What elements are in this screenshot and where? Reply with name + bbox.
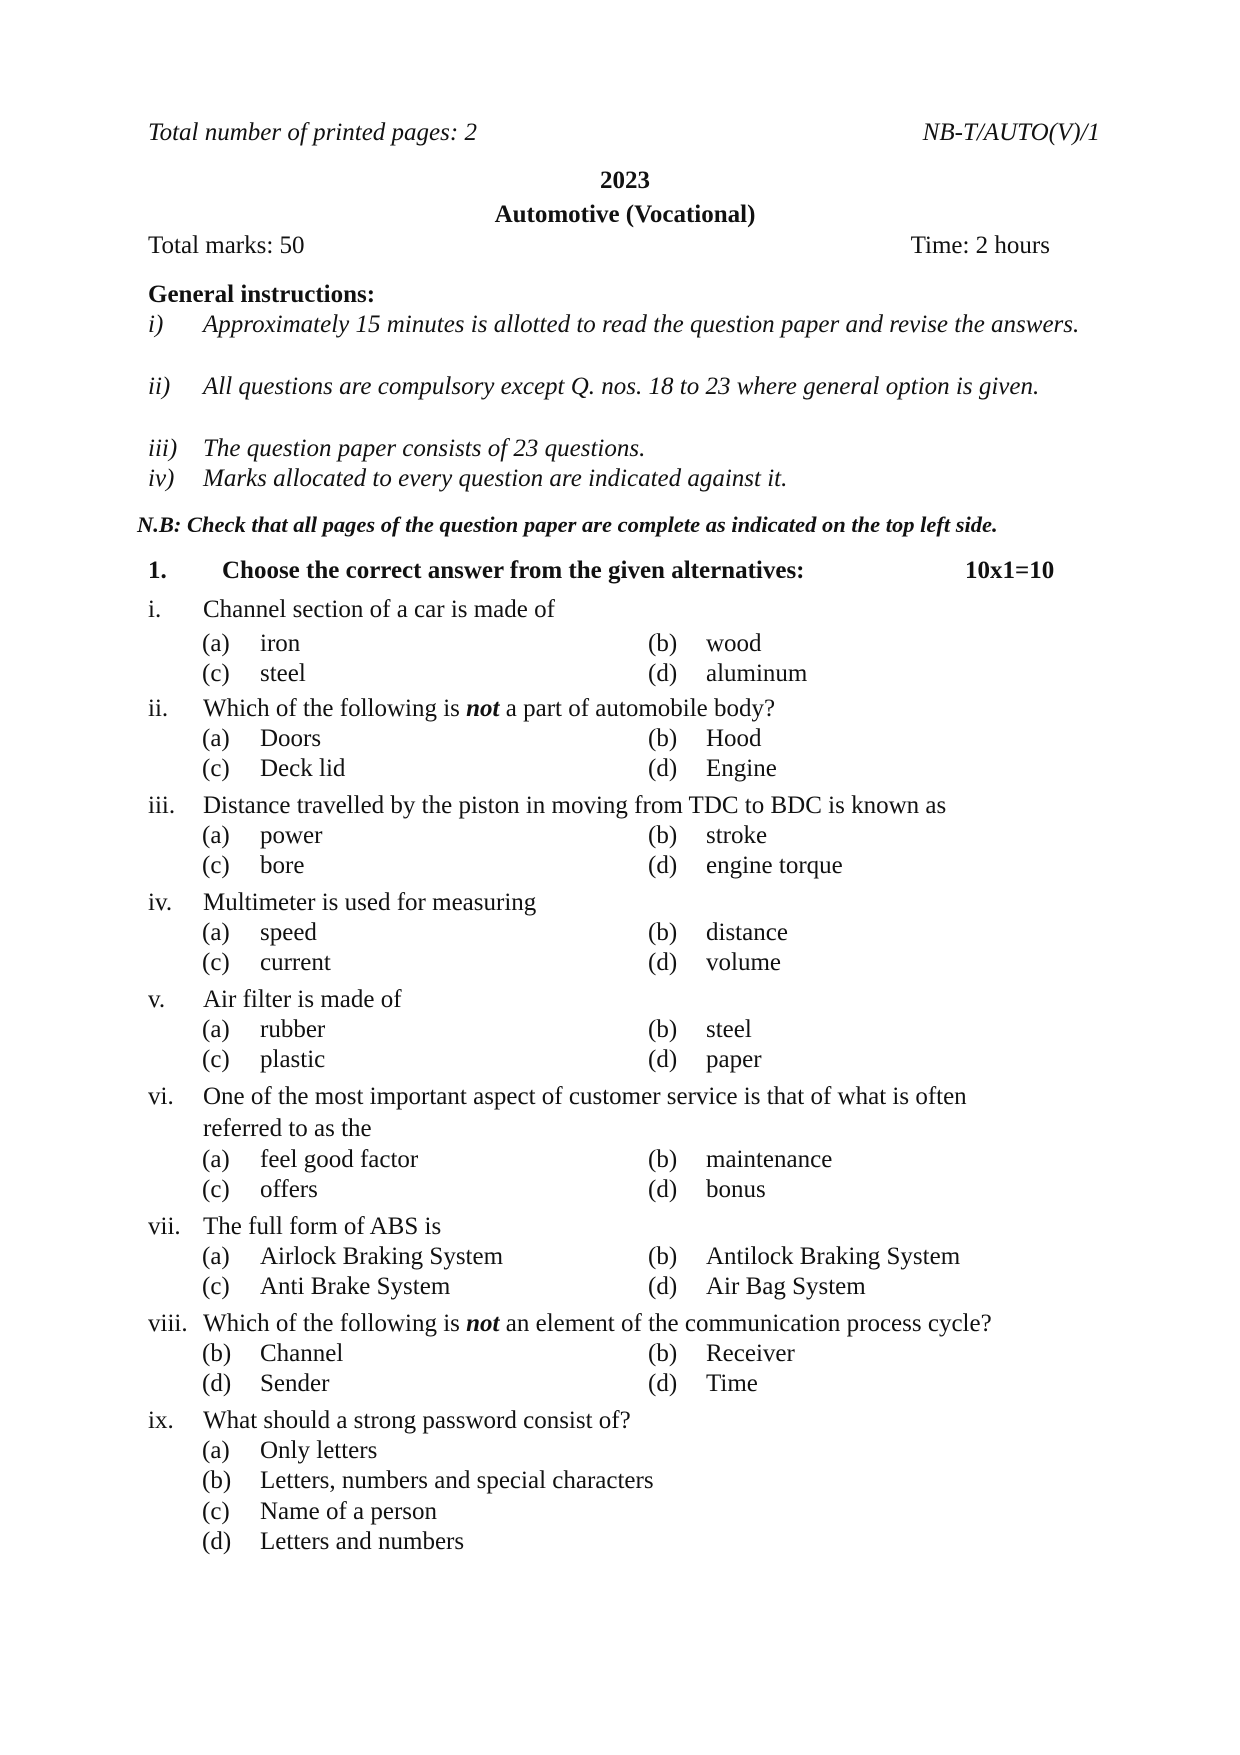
- option-text: iron: [260, 630, 301, 657]
- option-label: (c): [202, 1176, 230, 1203]
- question-stem: What should a strong password consist of?: [203, 1407, 631, 1434]
- option: [648, 1144, 832, 1175]
- question-stem: Which of the following is not an element of the communication process cycle?: [203, 1310, 992, 1337]
- option-text: steel: [260, 660, 306, 687]
- option-label: (b): [648, 1016, 678, 1043]
- question-number: iii.: [148, 792, 176, 819]
- option-text: Engine: [706, 755, 777, 782]
- question-number: ix.: [148, 1407, 174, 1434]
- question: [148, 984, 1108, 1080]
- option-label: (d): [202, 1370, 232, 1397]
- question: [148, 790, 1108, 886]
- option: [202, 1271, 450, 1302]
- option-text: Deck lid: [260, 755, 346, 782]
- instruction-item: [148, 463, 1100, 494]
- option: [648, 1014, 752, 1045]
- option-label: (d): [648, 1046, 678, 1073]
- option-label: (c): [202, 852, 230, 879]
- option-label: (b): [648, 919, 678, 946]
- instruction-number: i): [148, 311, 164, 338]
- question-stem: Air filter is made of: [203, 986, 402, 1013]
- option-text: Air Bag System: [706, 1273, 866, 1300]
- option-label: (b): [648, 1340, 678, 1367]
- instruction-item: [148, 309, 1100, 371]
- option-text: bore: [260, 852, 305, 879]
- option-text: Channel: [260, 1340, 344, 1367]
- instruction-item: [148, 433, 1100, 464]
- option: [648, 628, 762, 659]
- option: [648, 723, 762, 754]
- option-label: (a): [202, 1437, 230, 1464]
- option-label: (d): [648, 1176, 678, 1203]
- option-label: (d): [202, 1528, 232, 1555]
- question-stem: Channel section of a car is made of: [203, 596, 555, 623]
- option-label: (d): [648, 1273, 678, 1300]
- option-label: (d): [648, 1370, 678, 1397]
- option: [648, 820, 767, 851]
- option: [202, 1368, 329, 1399]
- option: [202, 1338, 343, 1369]
- option: [202, 1526, 464, 1557]
- option: [648, 1368, 758, 1399]
- instruction-item: [148, 371, 1100, 433]
- option: [648, 947, 781, 978]
- option-text: distance: [706, 919, 788, 946]
- option-text: current: [260, 949, 331, 976]
- question: [148, 1211, 1108, 1307]
- option-text: Hood: [706, 725, 762, 752]
- option-label: (c): [202, 755, 230, 782]
- option-label: (a): [202, 1016, 230, 1043]
- option-text: paper: [706, 1046, 762, 1073]
- section-number: 1.: [148, 557, 167, 584]
- instruction-text: Marks allocated to every question are indicated against it.: [203, 465, 788, 492]
- option: [202, 723, 321, 754]
- option: [202, 1174, 318, 1205]
- option: [202, 820, 322, 851]
- option-text: Anti Brake System: [260, 1273, 451, 1300]
- option-label: (b): [648, 725, 678, 752]
- option-label: (b): [648, 822, 678, 849]
- option-label: (b): [648, 630, 678, 657]
- option-label: (c): [202, 660, 230, 687]
- instructions-heading: General instructions:: [148, 281, 376, 308]
- option-label: (b): [648, 1146, 678, 1173]
- option: [202, 850, 304, 881]
- question-number: vii.: [148, 1213, 181, 1240]
- option-text: Only letters: [260, 1437, 378, 1464]
- question-stem: Multimeter is used for measuring: [203, 889, 537, 916]
- question-number: iv.: [148, 889, 173, 916]
- paper-code: NB-T/AUTO(V)/1: [922, 119, 1100, 146]
- option: [648, 753, 777, 784]
- exam-year: 2023: [600, 167, 650, 194]
- question-number: viii.: [148, 1310, 188, 1337]
- option: [202, 1496, 437, 1527]
- option-label: (a): [202, 1146, 230, 1173]
- total-marks: Total marks: 50: [148, 232, 305, 259]
- instruction-text: Approximately 15 minutes is allotted to read the question paper and revise the answers.: [203, 311, 1080, 338]
- instruction-text: All questions are compulsory except Q. nos. 18 to 23 where general option is given.: [203, 373, 1040, 400]
- question: [148, 887, 1108, 983]
- option-label: (a): [202, 919, 230, 946]
- option-text: speed: [260, 919, 317, 946]
- option-text: Letters and numbers: [260, 1528, 465, 1555]
- option-label: (c): [202, 1273, 230, 1300]
- section-marks: 10x1=10: [965, 557, 1055, 584]
- option-label: (a): [202, 822, 230, 849]
- option-label: (c): [202, 1046, 230, 1073]
- option: [202, 753, 345, 784]
- option: [202, 1465, 654, 1496]
- question-stem: Distance travelled by the piston in moving from TDC to BDC is known as: [203, 792, 947, 819]
- instruction-number: iv): [148, 465, 175, 492]
- option-text: Doors: [260, 725, 322, 752]
- option: [202, 917, 317, 948]
- question: [148, 594, 1108, 694]
- option: [202, 658, 306, 689]
- option-text: Antilock Braking System: [706, 1243, 961, 1270]
- option-label: (b): [202, 1340, 232, 1367]
- question-stem: One of the most important aspect of customer service is that of what is often referred to as the: [203, 1083, 967, 1142]
- option-text: feel good factor: [260, 1146, 419, 1173]
- option: [648, 1174, 766, 1205]
- option-text: Airlock Braking System: [260, 1243, 504, 1270]
- section-heading: Choose the correct answer from the given alternatives:: [222, 557, 805, 584]
- question-number: i.: [148, 596, 162, 623]
- pages-note: Total number of printed pages: 2: [148, 119, 477, 146]
- question: [148, 1308, 1108, 1404]
- option: [648, 1271, 866, 1302]
- option-text: Sender: [260, 1370, 330, 1397]
- option: [202, 1014, 325, 1045]
- option: [202, 1044, 325, 1075]
- option-label: (a): [202, 630, 230, 657]
- option: [202, 1435, 377, 1466]
- option-label: (c): [202, 949, 230, 976]
- option-label: (c): [202, 1498, 230, 1525]
- option-text: Name of a person: [260, 1498, 438, 1525]
- question: [148, 693, 1108, 789]
- instruction-text: The question paper consists of 23 questions.: [203, 435, 646, 462]
- instruction-number: ii): [148, 373, 171, 400]
- option-label: (d): [648, 660, 678, 687]
- instruction-number: iii): [148, 435, 178, 462]
- option-text: Receiver: [706, 1340, 795, 1367]
- option-label: (b): [648, 1243, 678, 1270]
- option-text: plastic: [260, 1046, 326, 1073]
- option-text: Letters, numbers and special characters: [260, 1467, 654, 1494]
- option: [202, 1241, 503, 1272]
- question-stem: The full form of ABS is: [203, 1213, 442, 1240]
- option-label: (a): [202, 725, 230, 752]
- option-label: (a): [202, 1243, 230, 1270]
- option-text: maintenance: [706, 1146, 833, 1173]
- option-text: offers: [260, 1176, 318, 1203]
- option: [648, 917, 788, 948]
- option-text: power: [260, 822, 323, 849]
- option-text: steel: [706, 1016, 752, 1043]
- exam-time: Time: 2 hours: [910, 232, 1050, 259]
- option: [202, 628, 300, 659]
- option-label: (d): [648, 949, 678, 976]
- option: [648, 658, 807, 689]
- option-text: aluminum: [706, 660, 808, 687]
- option-text: rubber: [260, 1016, 326, 1043]
- exam-subject: Automotive (Vocational): [494, 201, 756, 228]
- option-label: (d): [648, 852, 678, 879]
- question: [148, 1405, 1108, 1565]
- option-text: Time: [706, 1370, 758, 1397]
- option-text: stroke: [706, 822, 768, 849]
- option: [648, 1338, 795, 1369]
- option-text: volume: [706, 949, 781, 976]
- option-text: wood: [706, 630, 762, 657]
- question-number: vi.: [148, 1083, 174, 1110]
- option: [648, 1241, 960, 1272]
- option: [648, 1044, 762, 1075]
- question-stem: Which of the following is not a part of automobile body?: [203, 695, 776, 722]
- option-text: bonus: [706, 1176, 766, 1203]
- option: [648, 850, 843, 881]
- question-number: ii.: [148, 695, 169, 722]
- option: [202, 947, 331, 978]
- option-text: engine torque: [706, 852, 843, 879]
- question-number: v.: [148, 986, 166, 1013]
- option-label: (b): [202, 1467, 232, 1494]
- question: [148, 1081, 1108, 1209]
- option: [202, 1144, 418, 1175]
- nb-note: N.B: Check that all pages of the question paper are complete as indicated on the top left side.: [137, 512, 998, 537]
- option-label: (d): [648, 755, 678, 782]
